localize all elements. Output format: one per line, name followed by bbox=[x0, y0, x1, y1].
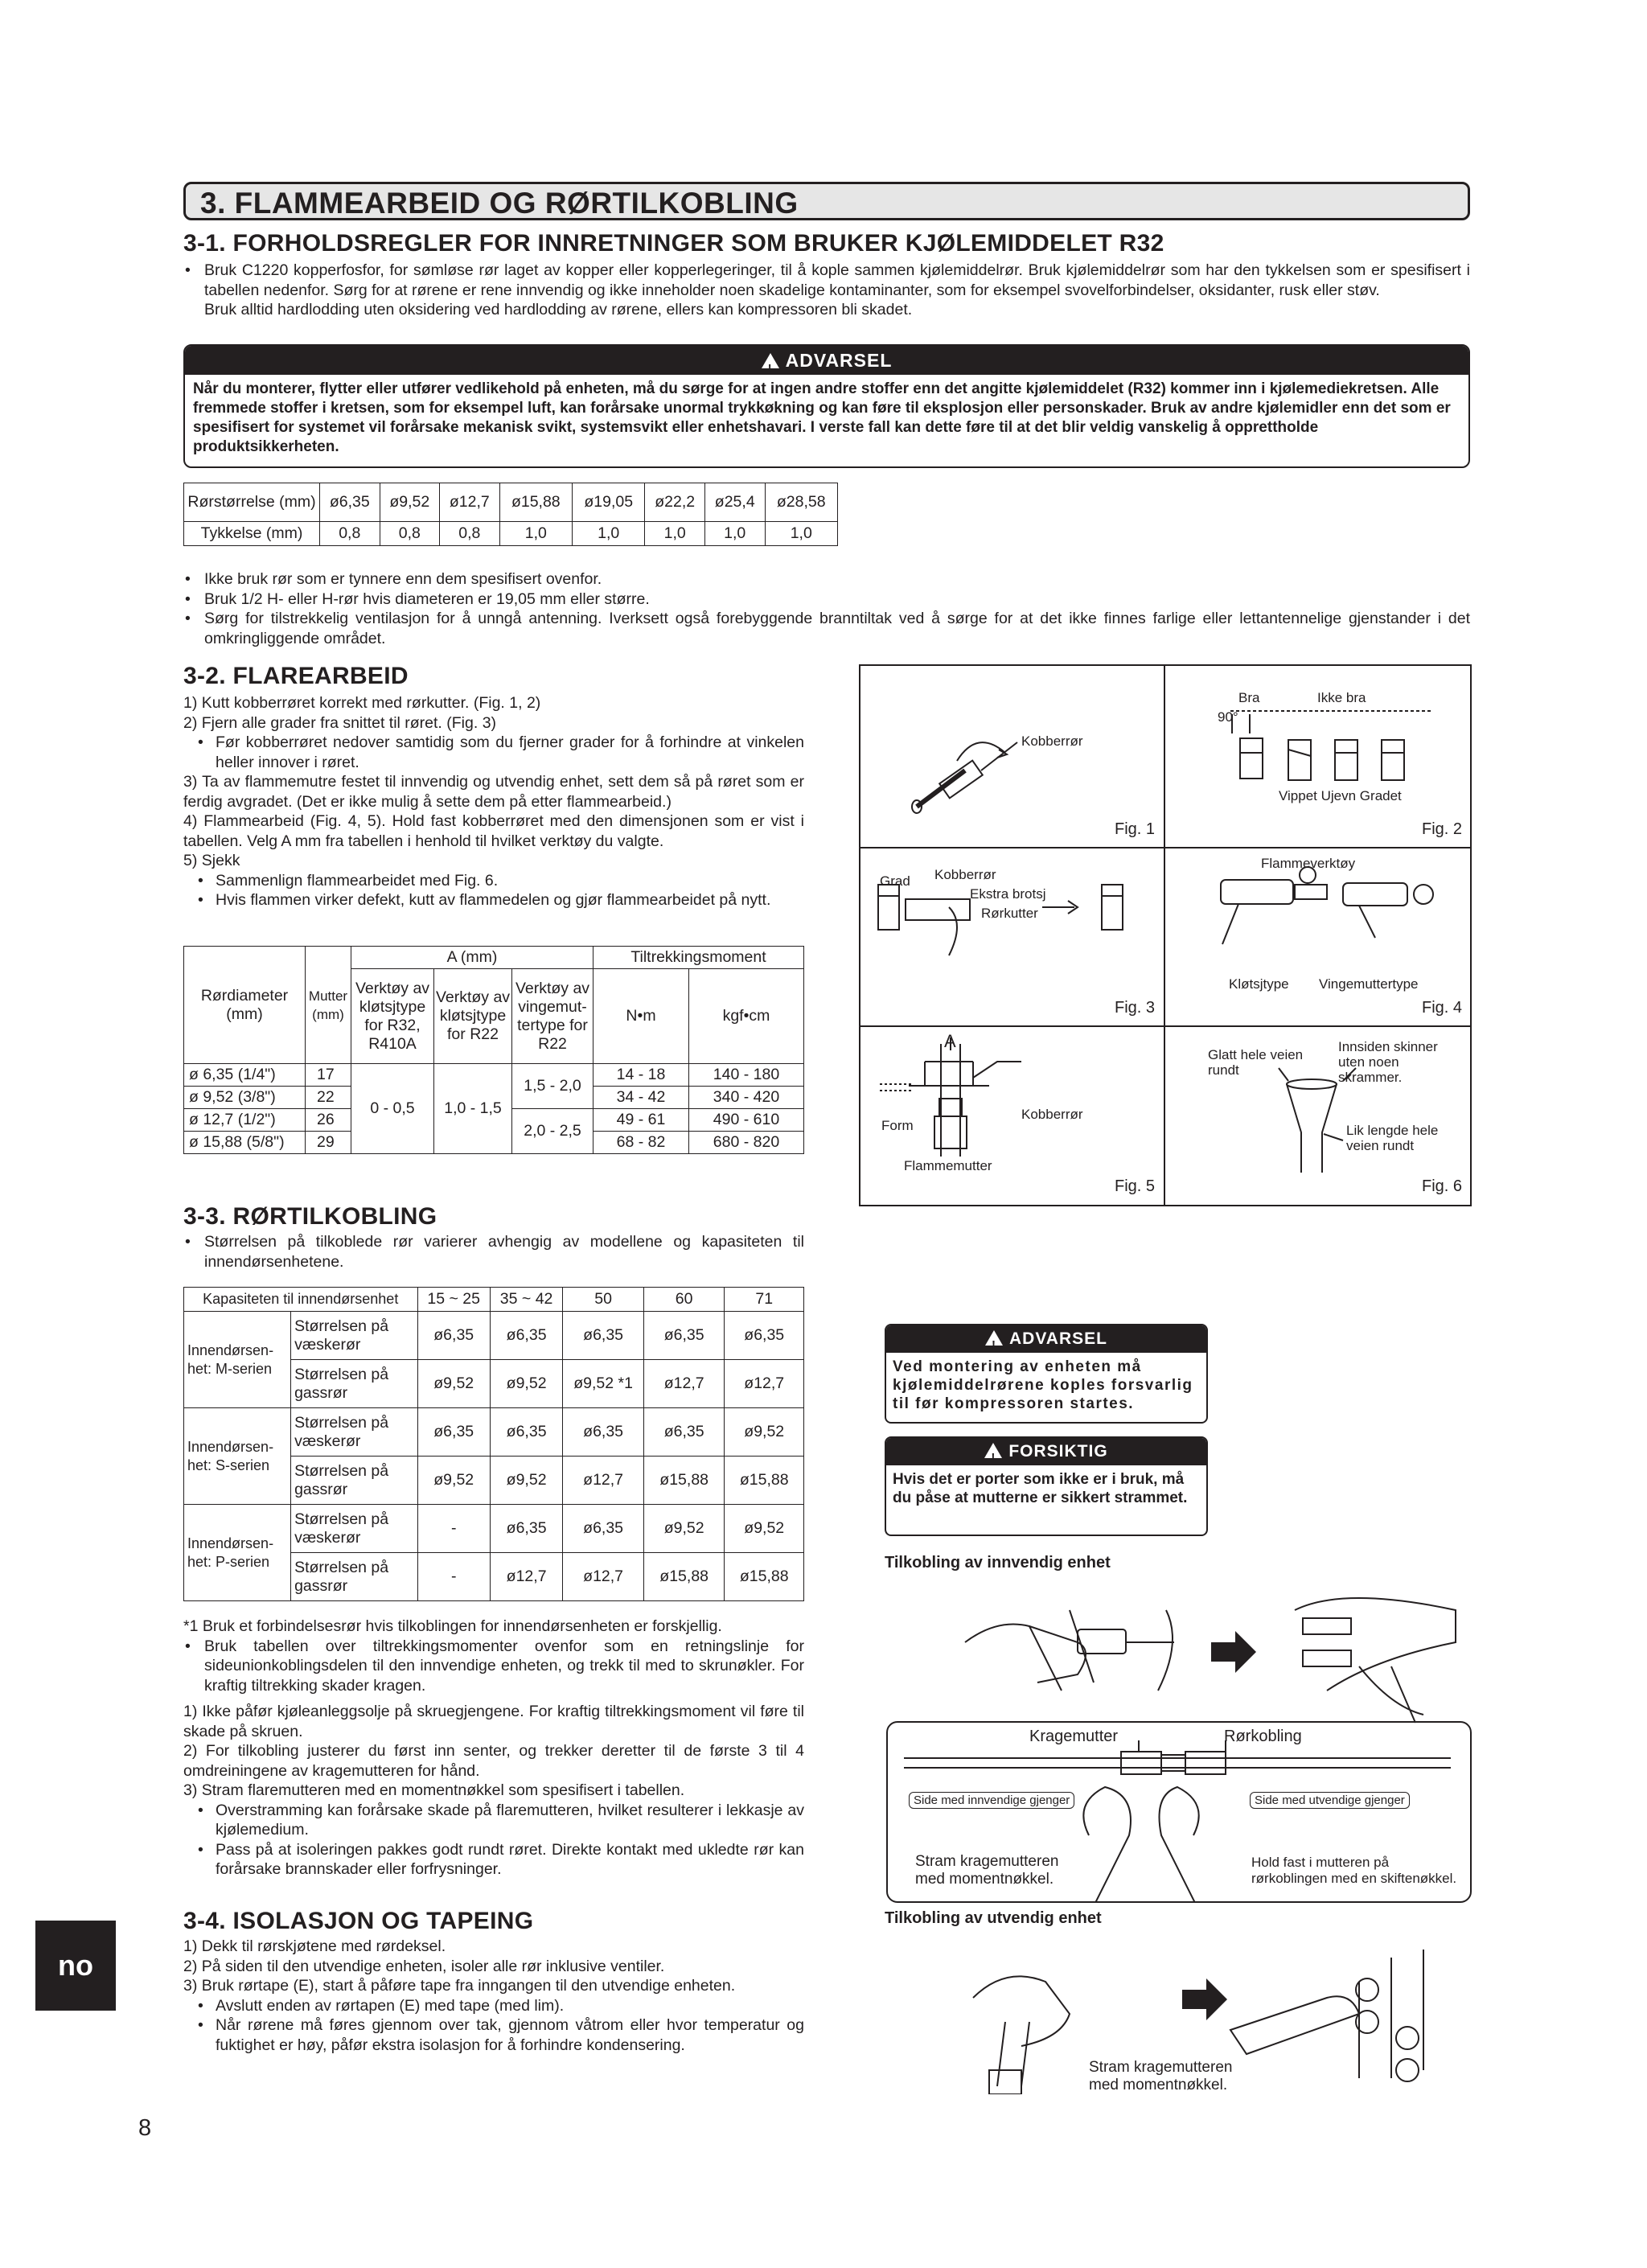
table-cell: ø 6,35 (1/4") bbox=[184, 1064, 306, 1087]
arrow-right-icon bbox=[1211, 1631, 1256, 1673]
row-label: Størrelsen på gassrør bbox=[291, 1553, 417, 1601]
size-cell: ø28,58 bbox=[765, 483, 838, 522]
language-tab: no bbox=[35, 1921, 116, 2011]
warning-text: Når du monterer, flytter eller utfører vedlikehold på enheten, må du sørge for at ingen andre stoffer enn det angitte kjølemiddelet (R32) kommer inn i kjølemediekretsen. Alle fremmede stoffer i kretsen, som for eksempel luft, kan forårsake unormal trykkøkning og kan føre til eksplosjon eller personskader. Bruk av andre kjølemidler enn det som er spesifisert for systemet vil forårsake mekanisk svikt, systemsvikt eller enhetshavari. I verste fall kan dette føre til at det blir veldig vanskelig å opprettholde produktsikkerheten. bbox=[193, 380, 1451, 455]
sub-bullet: • Før kobberrøret nedover samtidig som du fjerner grader for å forhindre at vinkelen heller innover i røret. bbox=[183, 733, 804, 772]
fig5-label-form: Form bbox=[881, 1118, 914, 1133]
step: 1) Dekk til rørskjøtene med rørdeksel. bbox=[183, 1937, 446, 1955]
col-header: Mutter (mm) bbox=[306, 947, 351, 1064]
table-cell: ø6,35 bbox=[490, 1505, 562, 1553]
sub-bullet: • Sammenlign flammearbeidet med Fig. 6. bbox=[183, 871, 804, 891]
series-label: Innendørsen-het: P-serien bbox=[184, 1505, 291, 1601]
table-cell: ø 12,7 (1/2") bbox=[184, 1109, 306, 1132]
bullet: • Ikke bruk rør som er tynnere enn dem spesifisert ovenfor. bbox=[183, 569, 1470, 590]
step: 2) På siden til den utvendige enheten, isoler alle rør inklusive ventiler. bbox=[183, 1957, 665, 1975]
indoor-connection-title: Tilkobling av innvendig enhet bbox=[885, 1554, 1111, 1572]
row-label: Størrelsen på væskerør bbox=[291, 1505, 417, 1553]
caution-triangle-icon bbox=[984, 1443, 1002, 1458]
size-cell: ø19,05 bbox=[573, 483, 645, 522]
table-cell: 14 - 18 bbox=[593, 1064, 689, 1087]
size-cell: ø15,88 bbox=[499, 483, 572, 522]
table-cell: 22 bbox=[306, 1087, 351, 1109]
table-cell: 26 bbox=[306, 1109, 351, 1132]
table-cell: - bbox=[417, 1553, 490, 1601]
chapter-title: 3. FLAMMEARBEID OG RØRTILKOBLING bbox=[200, 187, 799, 220]
thickness-cell: 1,0 bbox=[765, 522, 838, 546]
table-cell: ø15,88 bbox=[643, 1553, 725, 1601]
side-warning-box bbox=[885, 1324, 1208, 1424]
warning-triangle-icon bbox=[762, 353, 779, 368]
fig5-label-a: A bbox=[944, 1031, 956, 1051]
warning-triangle-icon bbox=[985, 1330, 1003, 1346]
section-3-1-body bbox=[183, 261, 1470, 320]
table-cell: ø6,35 bbox=[490, 1408, 562, 1457]
table-cell: ø9,52 *1 bbox=[563, 1360, 644, 1408]
col-header: Verktøy av vingemut-tertype for R22 bbox=[512, 969, 593, 1064]
bullet: • Størrelsen på tilkoblede rør varierer avhengig av modellene og kapasiteten til innendørsenhetene. bbox=[183, 1232, 804, 1272]
sub-bullet: • Hvis flammen virker defekt, kutt av flammedelen og gjør flammearbeidet på nytt. bbox=[183, 890, 804, 910]
table-cell: ø9,52 bbox=[490, 1360, 562, 1408]
side-caution-box bbox=[885, 1436, 1208, 1536]
col-header: A (mm) bbox=[351, 947, 593, 969]
fig2-caption: Fig. 2 bbox=[1422, 820, 1463, 838]
section-3-4-title: 3-4. ISOLASJON OG TAPEING bbox=[183, 1908, 534, 1934]
table-cell: ø15,88 bbox=[725, 1457, 804, 1505]
fig1-label-pipe: Kobberrør bbox=[1021, 733, 1083, 749]
fig5-label-pipe: Kobberrør bbox=[1021, 1107, 1083, 1122]
fig2-label-angle: 90° bbox=[1218, 709, 1238, 725]
section-3-2-body bbox=[183, 693, 804, 910]
col-header: Kapasiteten til innendørsenhet bbox=[184, 1288, 418, 1312]
row-label: Størrelsen på gassrør bbox=[291, 1360, 417, 1408]
table-cell: - bbox=[417, 1505, 490, 1553]
step: 2) For tilkobling justerer du først inn senter, og trekker deretter til de første 3 til 4 omdreiningene av kragemutteren for hånd. bbox=[183, 1742, 804, 1780]
figures-panel bbox=[859, 664, 1472, 1206]
side-warning-label: ADVARSEL bbox=[1009, 1329, 1107, 1348]
series-label: Innendørsen-het: M-serien bbox=[184, 1312, 291, 1408]
fig6-label-smooth: Glatt hele veien rundt bbox=[1208, 1047, 1304, 1078]
col-header: Verktøy av kløtsjtype for R32, R410A bbox=[351, 969, 434, 1064]
table-cell: 140 - 180 bbox=[689, 1064, 804, 1087]
step: 3) Ta av flammemutre festet til innvendig og utvendig enhet, sett dem så på røret som er ferdig avgradet. (Det er ikke mulig å sette dem på etter flammearbeid.) bbox=[183, 773, 804, 811]
size-cell: ø9,52 bbox=[380, 483, 440, 522]
fig1-caption: Fig. 1 bbox=[1115, 820, 1156, 838]
fig4-label-clutch: Kløtsjtype bbox=[1229, 976, 1289, 992]
union-label-inner-thread: Side med innvendige gjenger bbox=[909, 1792, 1074, 1809]
table-cell: 0 - 0,5 bbox=[351, 1064, 434, 1154]
thickness-cell: 0,8 bbox=[440, 522, 500, 546]
thickness-cell: 1,0 bbox=[573, 522, 645, 546]
bullet: • Sørg for tilstrekkelig ventilasjon for å unngå antenning. Iverksett også forebyggende branntiltak ved å sørge for at det ikke finnes farlige eller lettantennelige gjenstander i det omkringliggende området. bbox=[183, 609, 1470, 648]
table-cell: ø 15,88 (5/8") bbox=[184, 1132, 306, 1154]
fig2-label-bad: Ikke bra bbox=[1317, 690, 1366, 705]
table-cell: ø9,52 bbox=[725, 1505, 804, 1553]
table-cell: 2,0 - 2,5 bbox=[512, 1109, 593, 1154]
col-header: 71 bbox=[725, 1288, 804, 1312]
col-header: 60 bbox=[643, 1288, 725, 1312]
table-cell: ø12,7 bbox=[725, 1360, 804, 1408]
fig3-label-pipe: Kobberrør bbox=[934, 867, 996, 882]
table-cell: 1,5 - 2,0 bbox=[512, 1064, 593, 1109]
chapter-title-bar bbox=[183, 182, 1470, 220]
thickness-cell: 0,8 bbox=[320, 522, 380, 546]
fig3-caption: Fig. 3 bbox=[1115, 999, 1156, 1017]
fig3-label-reamer: Ekstra brotsj bbox=[970, 886, 1046, 902]
indoor-connection-drawing bbox=[957, 1578, 1472, 1739]
col-header: kgf•cm bbox=[689, 969, 804, 1064]
side-warning-header bbox=[886, 1325, 1206, 1353]
bullet: • Bruk C1220 kopperfosfor, for sømløse rør laget av kopper eller kopperlegeringer, til å kople sammen kjølemiddelrør. Bruk kjølemiddelrør som har den tykkelsen som er spesifisert i tabellen nedenfor. Sørg for at rørene er rene innvendig og ikke inneholder noen skadelige kontaminanter, som for eksempel svovelforbindelser, oksidanter, rusk eller støv. bbox=[183, 261, 1470, 300]
table-cell: ø6,35 bbox=[417, 1312, 490, 1360]
side-caution-label: FORSIKTIG bbox=[1008, 1442, 1108, 1461]
fig4-label-wingnut: Vingemuttertype bbox=[1319, 976, 1419, 992]
table-cell: ø9,52 bbox=[490, 1457, 562, 1505]
bullet: • Bruk 1/2 H- eller H-rør hvis diameteren er 19,05 mm eller større. bbox=[183, 590, 1470, 610]
fig6-label-inside: Innsiden skinner uten noen skrammer. bbox=[1338, 1039, 1438, 1085]
union-label-hold: Hold fast i mutteren på rørkoblingen med en skiftenøkkel. bbox=[1251, 1855, 1457, 1886]
thickness-cell: 1,0 bbox=[704, 522, 765, 546]
pipe-thickness-table bbox=[183, 483, 838, 546]
table-cell: ø6,35 bbox=[725, 1312, 804, 1360]
bullet-continued: Bruk alltid hardlodding uten oksidering ved hardlodding av rørene, ellers kan kompressoren bli skadet. bbox=[204, 301, 913, 318]
col-header: Verktøy av kløtsjtype for R22 bbox=[434, 969, 512, 1064]
flare-table bbox=[183, 946, 804, 1154]
step: 5) Sjekk bbox=[183, 852, 240, 869]
step: 1) Ikke påfør kjøleanleggsolje på skruegjengene. For kraftig tiltrekkingsmoment vil føre til skade på skruen. bbox=[183, 1703, 804, 1740]
table-cell: 680 - 820 bbox=[689, 1132, 804, 1154]
sub-bullet: • Overstramming kan forårsake skade på flaremutteren, hvilket resulterer i lekkasje av kjølemedium. bbox=[183, 1801, 804, 1840]
size-cell: ø25,4 bbox=[704, 483, 765, 522]
step: 3) Bruk rørtape (E), start å påføre tape fra inngangen til den utvendige enheten. bbox=[183, 1977, 736, 1995]
sub-bullet: • Pass på at isoleringen pakkes godt rundt røret. Direkte kontakt med ukledte rør kan forårsake brannskader eller forfrysninger. bbox=[183, 1840, 804, 1880]
table-cell: ø15,88 bbox=[643, 1457, 725, 1505]
union-label-tighten: Stram kragemutteren med momentnøkkel. bbox=[915, 1853, 1059, 1888]
section-3-1-title: 3-1. FORHOLDSREGLER FOR INNRETNINGER SOM BRUKER KJØLEMIDDELET R32 bbox=[183, 230, 1164, 257]
table-cell: ø6,35 bbox=[563, 1505, 644, 1553]
section-3-3-intro bbox=[183, 1232, 804, 1272]
thickness-row-label: Tykkelse (mm) bbox=[184, 522, 320, 546]
step: 2) Fjern alle grader fra snittet til røret. (Fig. 3) bbox=[183, 713, 497, 732]
union-label-outer-thread: Side med utvendige gjenger bbox=[1250, 1792, 1410, 1809]
page-number: 8 bbox=[138, 2115, 152, 2141]
side-caution-text: Hvis det er porter som ikke er i bruk, må du påse at mutterne er sikkert strammet. bbox=[893, 1471, 1188, 1506]
table-cell: ø15,88 bbox=[725, 1553, 804, 1601]
table-cell: ø6,35 bbox=[643, 1312, 725, 1360]
table-cell: ø12,7 bbox=[643, 1360, 725, 1408]
union-label-flarenut: Kragemutter bbox=[1029, 1728, 1119, 1745]
thickness-cell: 1,0 bbox=[645, 522, 705, 546]
thickness-cell: 1,0 bbox=[499, 522, 572, 546]
union-label-union: Rørkobling bbox=[1224, 1728, 1302, 1745]
fig5-caption: Fig. 5 bbox=[1115, 1177, 1156, 1195]
table-cell: ø9,52 bbox=[725, 1408, 804, 1457]
row-label: Størrelsen på væskerør bbox=[291, 1312, 417, 1360]
table-cell: ø6,35 bbox=[643, 1408, 725, 1457]
size-cell: ø6,35 bbox=[320, 483, 380, 522]
table-cell: 340 - 420 bbox=[689, 1087, 804, 1109]
arrow-right-icon bbox=[1182, 1978, 1227, 2020]
warning-box bbox=[183, 344, 1470, 468]
fig3-label-burr: Grad bbox=[880, 873, 910, 889]
thickness-row-label: Rørstørrelse (mm) bbox=[184, 483, 320, 522]
fig4-label-tool: Flammeverktøy bbox=[1261, 856, 1356, 871]
footnote: *1 Bruk et forbindelsesrør hvis tilkoblingen for innendørsenheten er forskjellig. bbox=[183, 1617, 722, 1635]
fig2-label-good: Bra bbox=[1238, 690, 1260, 705]
side-warning-text: Ved montering av enheten må kjølemiddelrørene koples forsvarlig til før kompressoren startes. bbox=[893, 1358, 1193, 1412]
table-cell: ø6,35 bbox=[563, 1408, 644, 1457]
section-3-2-title: 3-2. FLAREARBEID bbox=[183, 663, 409, 689]
col-header: N•m bbox=[593, 969, 689, 1064]
fig4-caption: Fig. 4 bbox=[1422, 999, 1463, 1017]
outdoor-connection-title: Tilkobling av utvendig enhet bbox=[885, 1909, 1102, 1927]
warning-label: ADVARSEL bbox=[785, 350, 893, 371]
table-cell: 1,0 - 1,5 bbox=[434, 1064, 512, 1154]
series-label: Innendørsen-het: S-serien bbox=[184, 1408, 291, 1505]
union-diagram-box bbox=[886, 1721, 1472, 1903]
step: 3) Stram flaremutteren med en momentnøkkel som spesifisert i tabellen. bbox=[183, 1781, 685, 1799]
table-cell: ø12,7 bbox=[563, 1553, 644, 1601]
section-3-1-notes bbox=[183, 569, 1470, 648]
fig2-label-caption: Vippet Ujevn Gradet bbox=[1279, 788, 1402, 803]
fig5-label-nut: Flammemutter bbox=[904, 1158, 992, 1173]
col-header: 15 ~ 25 bbox=[417, 1288, 490, 1312]
col-header: 50 bbox=[563, 1288, 644, 1312]
table-cell: 490 - 610 bbox=[689, 1109, 804, 1132]
thickness-cell: 0,8 bbox=[380, 522, 440, 546]
section-3-3-title: 3-3. RØRTILKOBLING bbox=[183, 1203, 437, 1230]
sub-bullet: • Når rørene må føres gjennom over tak, gjennom våtrom eller hvor temperatur og fuktighet er høy, påfør ekstra isolasjon for å forhindre kondensering. bbox=[183, 2015, 804, 2055]
sub-bullet: • Avslutt enden av rørtapen (E) med tape (med lim). bbox=[183, 1996, 804, 2016]
col-header: Tiltrekkingsmoment bbox=[593, 947, 804, 969]
connection-table bbox=[183, 1287, 804, 1601]
row-label: Størrelsen på væskerør bbox=[291, 1408, 417, 1457]
table-cell: ø 9,52 (3/8") bbox=[184, 1087, 306, 1109]
table-cell: 29 bbox=[306, 1132, 351, 1154]
col-header: 35 ~ 42 bbox=[490, 1288, 562, 1312]
table-cell: 49 - 61 bbox=[593, 1109, 689, 1132]
fig3-label-cutter: Rørkutter bbox=[981, 906, 1038, 921]
row-label: Størrelsen på gassrør bbox=[291, 1457, 417, 1505]
table-cell: 34 - 42 bbox=[593, 1087, 689, 1109]
table-cell: ø6,35 bbox=[563, 1312, 644, 1360]
size-cell: ø12,7 bbox=[440, 483, 500, 522]
section-3-3-notes bbox=[183, 1617, 804, 1880]
fig6-caption: Fig. 6 bbox=[1422, 1177, 1463, 1195]
table-cell: ø12,7 bbox=[490, 1553, 562, 1601]
col-header: Rørdiameter (mm) bbox=[184, 947, 306, 1064]
table-cell: ø9,52 bbox=[643, 1505, 725, 1553]
table-cell: ø6,35 bbox=[490, 1312, 562, 1360]
warning-header bbox=[185, 346, 1468, 375]
step: 1) Kutt kobberrøret korrekt med rørkutter. (Fig. 1, 2) bbox=[183, 694, 541, 712]
fig6-label-length: Lik lengde hele veien rundt bbox=[1346, 1123, 1439, 1153]
table-cell: ø12,7 bbox=[563, 1457, 644, 1505]
outdoor-label-tighten: Stram kragemutteren med momentnøkkel. bbox=[1089, 2059, 1233, 2093]
size-cell: ø22,2 bbox=[645, 483, 705, 522]
table-cell: ø6,35 bbox=[417, 1408, 490, 1457]
table-cell: 68 - 82 bbox=[593, 1132, 689, 1154]
step: 4) Flammearbeid (Fig. 4, 5). Hold fast kobberrøret med den dimensjonen som er vist i tabellen. Velg A mm fra tabellen i henhold til hvilket verktøy du valgte. bbox=[183, 812, 804, 850]
bullet: • Bruk tabellen over tiltrekkingsmomenter ovenfor som en retningslinje for sideunionkoblingsdelen til den innvendige enheten, og trekk til med to skrunøkler. For kraftig tiltrekking skader kragen. bbox=[183, 1637, 804, 1696]
table-cell: ø9,52 bbox=[417, 1457, 490, 1505]
table-cell: 17 bbox=[306, 1064, 351, 1087]
table-cell: ø9,52 bbox=[417, 1360, 490, 1408]
side-caution-header bbox=[886, 1438, 1206, 1465]
section-3-4-body bbox=[183, 1937, 804, 2055]
